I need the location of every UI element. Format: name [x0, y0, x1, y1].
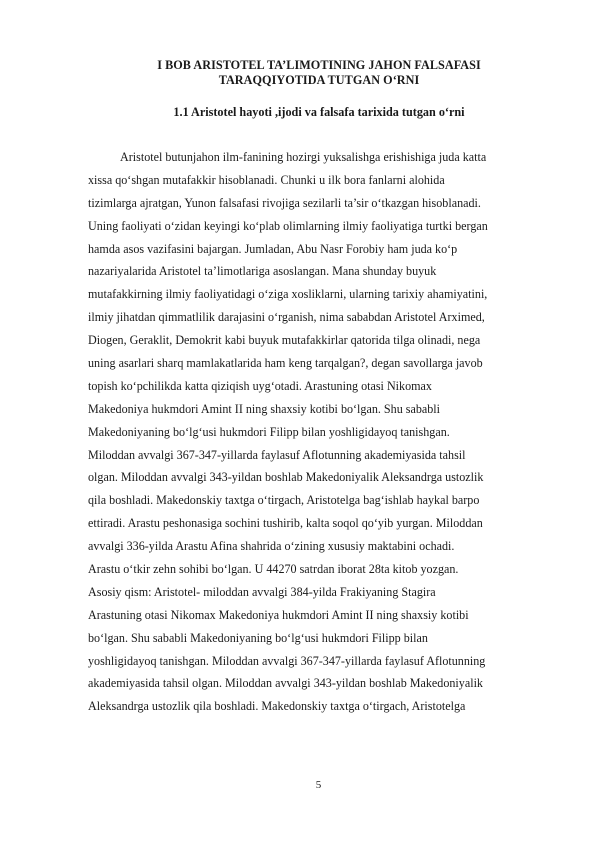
text-line: Makedoniya hukmdori Amint II ning shaxsiy kotibi bo‘lgan. Shu sababli — [88, 401, 441, 416]
text-line: Asosiy qism: Aristotel- miloddan avvalgi 384-yilda Frakiyaning Stagira — [88, 584, 436, 599]
text-line: yoshligidayoq tanishgan. Miloddan avvalgi 367-347-yillarda faylasuf Aflotunning — [88, 653, 486, 668]
text-line: bo‘lgan. Shu sababli Makedoniyaning bo‘lg‘usi hukmdori Filipp bilan — [88, 630, 428, 645]
text-line: avvalgi 336-yilda Arastu Afina shahrida o‘zining xususiy maktabini ochadi. — [88, 539, 455, 554]
text-line: akademiyasida tahsil olgan. Miloddan avvalgi 343-yildan boshlab Makedoniyalik — [88, 676, 483, 691]
text-line: Makedoniyaning bo‘lg‘usi hukmdori Filipp bilan yoshligidayoq tanishgan. — [88, 424, 450, 439]
chapter-title-line-2: TARAQQIYOTIDA TUTGAN O‘RNI — [218, 73, 420, 87]
section-title: 1.1 Aristotel hayoti ,ijodi va falsafa tarixida tutgan o‘rni — [173, 105, 465, 119]
text-line: Aleksandrga ustozlik qila boshladi. Makedonskiy taxtga o‘tirgach, Aristotelga — [88, 699, 466, 714]
chapter-title — [88, 58, 550, 88]
body-text — [88, 146, 550, 718]
text-line: Miloddan avvalgi 367-347-yillarda faylasuf Aflotunning akademiyasida tahsil — [88, 447, 466, 462]
text-line: uning asarlari sharq mamlakatlarida ham keng tarqalgan?, degan savollarga javob — [88, 356, 483, 371]
text-line: ettiradi. Arastu peshonasiga sochini tushirib, kalta soqol qo‘yib yurgan. Miloddan — [88, 516, 483, 531]
text-line: xissa qo‘shgan mutafakkir hisoblanadi. Chunki u ilk bora fanlarni alohida — [88, 172, 445, 187]
text-line: hamda asos vazifasini bajargan. Jumladan, Abu Nasr Forobiy ham juda ko‘p — [88, 241, 458, 256]
page-number: 5 — [315, 779, 322, 791]
text-line: nazariyalarida Aristotel ta’limotlariga asoslangan. Mana shunday buyuk — [88, 264, 437, 279]
text-line: Aristotel butunjahon ilm-fanining hozirgi yuksalishga erishishiga juda katta — [120, 150, 487, 164]
text-line: tizimlarga ajratgan, Yunon falsafasi rivojiga sezilarli ta’sir o‘tkazgan hisoblanadi. — [88, 195, 481, 210]
text-line: Arastuning otasi Nikomax Makedoniya hukmdori Amint II ning shaxsiy kotibi — [88, 607, 469, 622]
chapter-title-line-1: I BOB ARISTOTEL TA’LIMOTINING JAHON FALSAFASI — [157, 58, 481, 72]
text-line: qila boshladi. Makedonskiy taxtga o‘tirgach, Aristotelga bag‘ishlab haykal barpo — [88, 493, 480, 508]
text-line: Diogen, Geraklit, Demokrit kabi buyuk mutafakkirlar qatorida tilga olinadi, nega — [88, 333, 481, 348]
text-line: ilmiy jihatdan qimmatlilik darajasini o‘rganish, nima sababdan Aristotel Arximed, — [88, 310, 485, 325]
text-line: Arastu o‘tkir zehn sohibi bo‘lgan. U 44270 satrdan iborat 28ta kitob yozgan. — [88, 562, 459, 577]
text-line: mutafakkirning ilmiy faoliyatidagi o‘ziga xosliklarni, ularning tarixiy ahamiyatini, — [88, 287, 488, 302]
text-line: topish ko‘pchilikda katta qiziqish uyg‘otadi. Arastuning otasi Nikomax — [88, 378, 432, 393]
text-line: olgan. Miloddan avvalgi 343-yildan boshlab Makedoniyalik Aleksandrga ustozlik — [88, 470, 484, 485]
text-line: Uning faoliyati o‘zidan keyingi ko‘plab olimlarning ilmiy faoliyatiga turtki bergan — [88, 218, 488, 233]
